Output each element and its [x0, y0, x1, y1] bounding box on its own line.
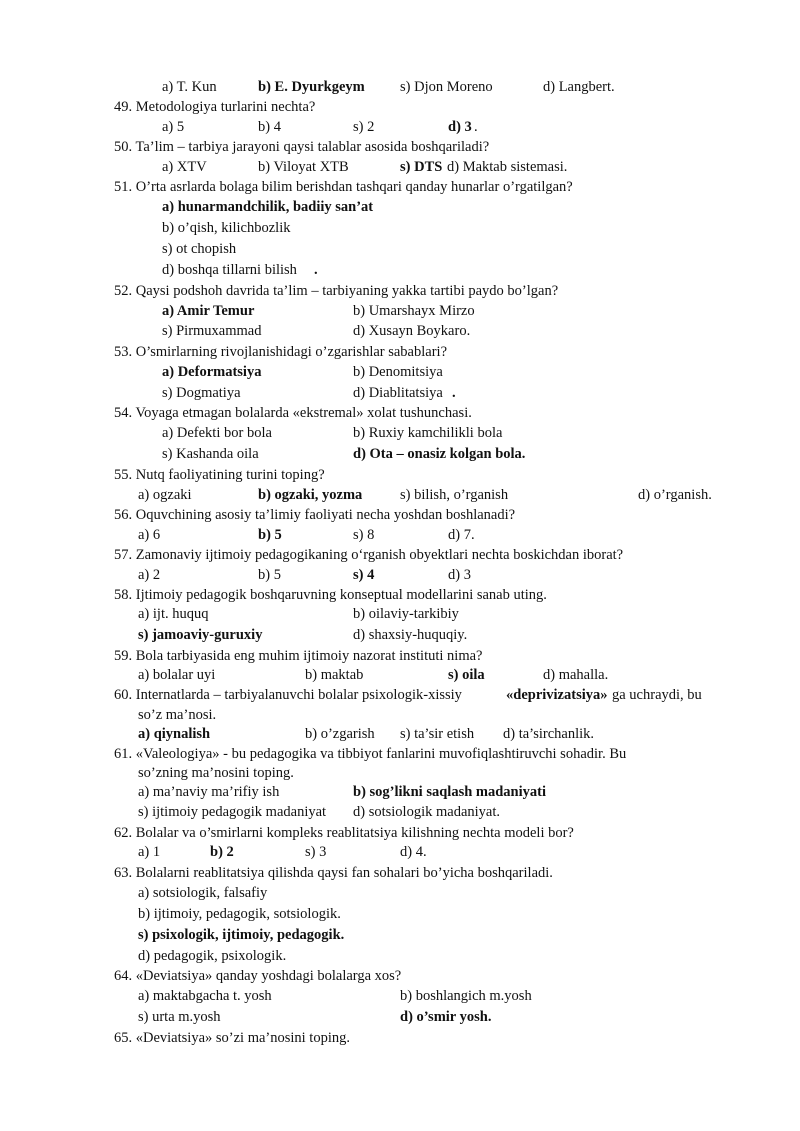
- answer-correct: a) qiynalish: [138, 726, 211, 742]
- answer-correct: b) 2: [210, 844, 234, 860]
- text-line: [0, 138, 800, 156]
- text-fragment: s) Kashanda oila: [162, 446, 259, 462]
- text-fragment: 54. Voyaga etmagan bolalarda «ekstremal» xolat tushunchasi.: [114, 405, 472, 421]
- text-fragment: b) boshlangich m.yosh: [400, 988, 532, 1004]
- text-line: [0, 98, 800, 116]
- text-line: [0, 506, 800, 524]
- text-line: [0, 363, 800, 381]
- text-fragment: 62. Bolalar va o’smirlarni kompleks reablitatsiya kilishning nechta modeli bor?: [114, 825, 574, 841]
- text-line: [0, 546, 800, 564]
- answer-correct: b) E. Dyurkgeym: [258, 79, 365, 95]
- text-fragment: a) sotsiologik, falsafiy: [138, 885, 268, 901]
- text-fragment: s) 3: [305, 844, 327, 860]
- text-fragment: a) Defekti bor bola: [162, 425, 272, 441]
- text-line: [0, 178, 800, 196]
- text-line: [0, 424, 800, 442]
- text-fragment: d) ta’sirchanlik.: [503, 726, 595, 742]
- answer-correct: s) psixologik, ijtimoiy, pedagogik.: [138, 927, 345, 943]
- text-fragment: b) o’zgarish: [305, 726, 375, 742]
- text-line: [0, 566, 800, 584]
- text-fragment: s) Djon Moreno: [400, 79, 493, 95]
- text-fragment: a) XTV: [162, 159, 207, 175]
- text-line: [0, 706, 800, 724]
- text-line: [0, 824, 800, 842]
- answer-correct: a) hunarmandchilik, badiiy san’at: [162, 199, 374, 215]
- text-line: [0, 764, 800, 782]
- answer-correct: s) 4: [353, 567, 375, 583]
- text-fragment: d) boshqa tillarni bilish: [162, 262, 297, 278]
- text-fragment: a) 2: [138, 567, 161, 583]
- text-line: [0, 884, 800, 902]
- text-fragment: b) Denomitsiya: [353, 364, 443, 380]
- text-fragment: 55. Nutq faoliyatining turini toping?: [114, 467, 325, 483]
- text-fragment: a) 1: [138, 844, 161, 860]
- text-line: [0, 803, 800, 821]
- text-line: [0, 445, 800, 463]
- text-fragment: 53. O’smirlarning rivojlanishidagi o’zgarishlar sabablari?: [114, 344, 448, 360]
- text-fragment: a) T. Kun: [162, 79, 217, 95]
- text-fragment: d) 3: [448, 567, 471, 583]
- text-fragment: 63. Bolalarni reablitatsiya qilishda qaysi fan sohalari bo’yicha boshqariladi.: [114, 865, 553, 881]
- text-line: [0, 322, 800, 340]
- text-fragment: d) Langbert.: [543, 79, 615, 95]
- text-fragment: s) 2: [353, 119, 375, 135]
- text-line: [0, 864, 800, 882]
- text-fragment: 59. Bola tarbiyasida eng muhim ijtimoiy nazorat instituti nima?: [114, 648, 483, 664]
- text-line: [0, 586, 800, 604]
- text-fragment: b) maktab: [305, 667, 364, 683]
- text-line: [0, 384, 800, 402]
- text-fragment: b) Ruxiy kamchilikli bola: [353, 425, 503, 441]
- text-line: [0, 240, 800, 258]
- text-fragment: 52. Qaysi podshoh davrida ta’lim – tarbiyaning yakka tartibi paydo bo’lgan?: [114, 283, 559, 299]
- text-fragment: d) Xusayn Boykaro.: [353, 323, 471, 339]
- text-fragment: s) ta’sir etish: [400, 726, 475, 742]
- text-fragment: a) bolalar uyi: [138, 667, 216, 683]
- answer-correct: a) Amir Temur: [162, 303, 255, 319]
- text-line: [0, 647, 800, 665]
- answer-correct: d) o’smir yosh.: [400, 1009, 492, 1025]
- text-fragment: d) 4.: [400, 844, 427, 860]
- text-line: [0, 198, 800, 216]
- text-line: [0, 745, 800, 763]
- text-fragment: s) 8: [353, 527, 375, 543]
- answer-correct: d) Ota – onasiz kolgan bola.: [353, 446, 526, 462]
- text-line: [0, 78, 800, 96]
- text-fragment: s) ijtimoiy pedagogik madaniyat: [138, 804, 327, 820]
- answer-correct: a) Deformatsiya: [162, 364, 262, 380]
- answer-correct: s) DTS: [400, 159, 443, 175]
- text-fragment: a) maktabgacha t. yosh: [138, 988, 272, 1004]
- text-line: [0, 219, 800, 237]
- text-fragment: 56. Oquvchining asosiy ta’limiy faoliyati necha yoshdan boshlanadi?: [114, 507, 516, 523]
- text-line: [0, 1008, 800, 1026]
- text-line: [0, 1029, 800, 1047]
- text-line: [0, 302, 800, 320]
- text-fragment: so’zning ma’nosini toping.: [138, 765, 294, 781]
- text-fragment: a) ogzaki: [138, 487, 192, 503]
- text-fragment: s) Dogmatiya: [162, 385, 241, 401]
- text-line: [0, 926, 800, 944]
- text-fragment: b) Viloyat XTB: [258, 159, 349, 175]
- text-fragment: s) Pirmuxammad: [162, 323, 262, 339]
- text-fragment: 60. Internatlarda – tarbiyalanuvchi bolalar psixologik-xissiy: [114, 687, 462, 703]
- text-fragment: b) o’qish, kilichbozlik: [162, 220, 291, 236]
- text-line: [0, 261, 800, 279]
- text-line: [0, 605, 800, 623]
- text-line: [0, 686, 800, 704]
- text-line: [0, 626, 800, 644]
- text-line: [0, 666, 800, 684]
- text-line: [0, 725, 800, 743]
- text-fragment: a) ma’naviy ma’rifiy ish: [138, 784, 280, 800]
- text-fragment: a) 5: [162, 119, 185, 135]
- text-fragment: a) 6: [138, 527, 161, 543]
- answer-correct: .: [452, 385, 456, 401]
- text-fragment: s) urta m.yosh: [138, 1009, 221, 1025]
- answer-correct: s) jamoaviy-guruxiy: [138, 627, 263, 643]
- text-fragment: d) shaxsiy-huquqiy.: [353, 627, 468, 643]
- text-fragment: d) mahalla.: [543, 667, 609, 683]
- answer-correct: b) 5: [258, 527, 282, 543]
- text-line: [0, 783, 800, 801]
- answer-correct: d) 3: [448, 119, 472, 135]
- answer-correct: «deprivizatsiya»: [506, 687, 608, 703]
- text-line: [0, 967, 800, 985]
- text-fragment: d) sotsiologik madaniyat.: [353, 804, 500, 820]
- text-line: [0, 343, 800, 361]
- answer-correct: b) ogzaki, yozma: [258, 487, 363, 503]
- text-line: [0, 486, 800, 504]
- text-fragment: 64. «Deviatsiya» qanday yoshdagi bolalarga xos?: [114, 968, 402, 984]
- text-fragment: d) pedagogik, psixologik.: [138, 948, 287, 964]
- answer-correct: s) oila: [448, 667, 485, 683]
- text-line: [0, 404, 800, 422]
- text-fragment: s) ot chopish: [162, 241, 237, 257]
- text-line: [0, 987, 800, 1005]
- text-line: [0, 158, 800, 176]
- text-fragment: b) 4: [258, 119, 281, 135]
- answer-correct: b) sog’likni saqlash madaniyati: [353, 784, 546, 800]
- text-line: [0, 947, 800, 965]
- text-fragment: 61. «Valeologiya» - bu pedagogika va tibbiyot fanlarini muvofiqlashtiruvchi sohadir. Bu: [114, 746, 627, 762]
- text-line: [0, 843, 800, 861]
- text-line: [0, 526, 800, 544]
- text-fragment: b) 5: [258, 567, 281, 583]
- text-fragment: so’z ma’nosi.: [138, 707, 217, 723]
- text-fragment: b) Umarshayx Mirzo: [353, 303, 475, 319]
- text-fragment: 51. O’rta asrlarda bolaga bilim berishdan tashqari qanday hunarlar o’rgatilgan?: [114, 179, 573, 195]
- text-fragment: d) 7.: [448, 527, 475, 543]
- text-fragment: .: [474, 119, 478, 135]
- text-fragment: ga uchraydi, bu: [612, 687, 702, 703]
- text-fragment: 65. «Deviatsiya» so’zi ma’nosini toping.: [114, 1030, 350, 1046]
- text-fragment: b) ijtimoiy, pedagogik, sotsiologik.: [138, 906, 341, 922]
- text-fragment: s) bilish, o’rganish: [400, 487, 509, 503]
- text-fragment: 58. Ijtimoiy pedagogik boshqaruvning konseptual modellarini sanab uting.: [114, 587, 547, 603]
- text-line: [0, 282, 800, 300]
- text-fragment: a) ijt. huquq: [138, 606, 209, 622]
- text-fragment: 50. Ta’lim – tarbiya jarayoni qaysi talablar asosida boshqariladi?: [114, 139, 490, 155]
- text-fragment: 49. Metodologiya turlarini nechta?: [114, 99, 316, 115]
- text-fragment: d) Diablitatsiya: [353, 385, 443, 401]
- text-fragment: d) o’rganish.: [638, 487, 712, 503]
- text-line: [0, 466, 800, 484]
- answer-correct: .: [314, 262, 318, 278]
- text-line: [0, 905, 800, 923]
- text-fragment: 57. Zamonaviy ijtimoiy pedagogikaning o‘rganish obyektlari nechta boskichdan iborat?: [114, 547, 624, 563]
- text-fragment: d) Maktab sistemasi.: [447, 159, 568, 175]
- text-fragment: b) oilaviy-tarkibiy: [353, 606, 459, 622]
- text-line: [0, 118, 800, 136]
